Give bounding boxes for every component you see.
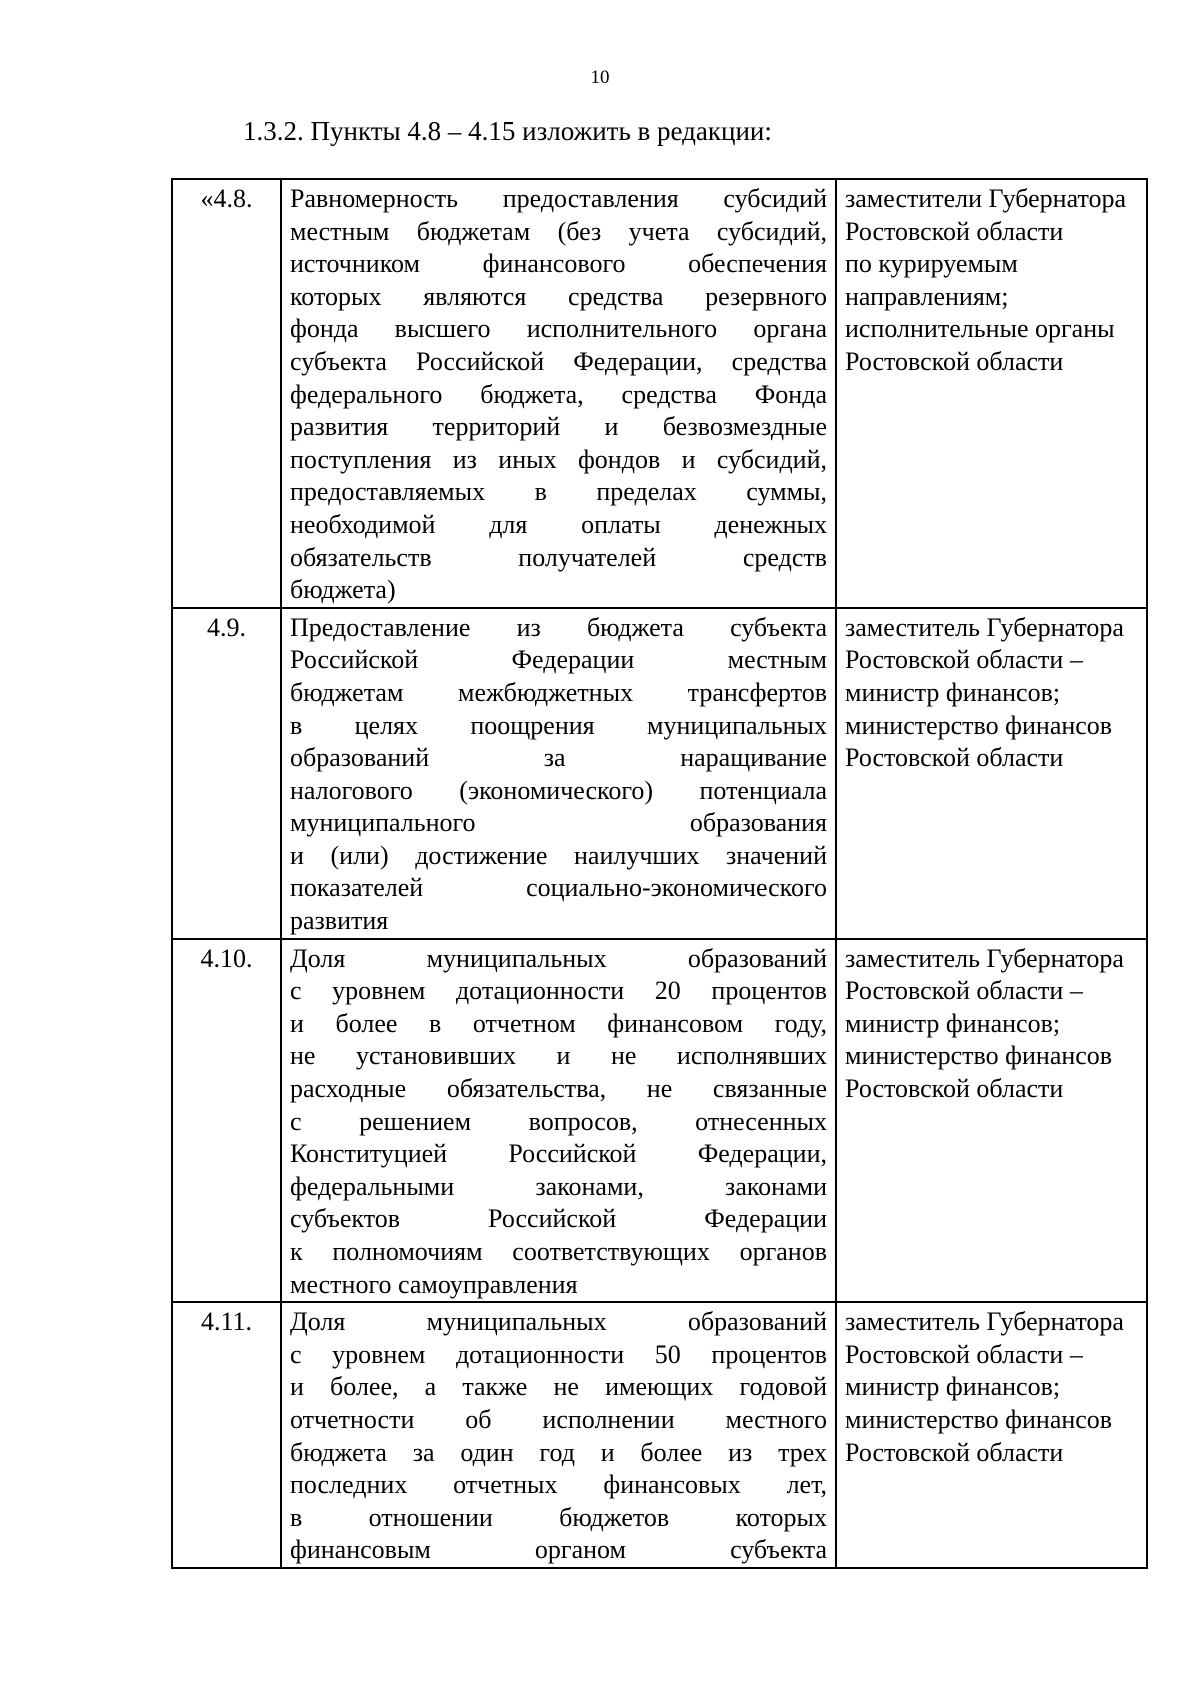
description-line: Доля муниципальных образований	[290, 943, 827, 973]
description-line: с решением вопросов, отнесенных	[290, 1106, 827, 1136]
item-number: «4.8.	[172, 179, 281, 608]
description-line: федерального бюджета, средства Фонда	[290, 379, 827, 409]
description-line: бюджета за один год и более из трех	[290, 1437, 827, 1467]
description-line: местным бюджетам (без учета субсидий,	[290, 216, 827, 246]
intro-paragraph: 1.3.2. Пункты 4.8 – 4.15 изложить в редакции:	[243, 116, 772, 146]
responsible-line: министерство финансов	[845, 710, 1113, 740]
items-table-body	[172, 179, 1147, 1568]
table-row	[172, 608, 1147, 939]
description-line: Российской Федерации местным	[290, 645, 827, 675]
responsible-line: министр финансов;	[845, 1372, 1061, 1402]
item-number: 4.10.	[172, 939, 281, 1303]
description-line: бюджетам межбюджетных трансфертов	[290, 677, 827, 707]
description-line: с уровнем дотационности 50 процентов	[290, 1339, 827, 1369]
description-line: субъекта Российской Федерации, средства	[290, 346, 827, 376]
description-line: в целях поощрения муниципальных	[290, 710, 827, 740]
description-line: Конституцией Российской Федерации,	[290, 1139, 827, 1169]
description-line: субъектов Российской Федерации	[290, 1204, 827, 1234]
item-responsible	[836, 608, 1147, 939]
description-line: с уровнем дотационности 20 процентов	[290, 976, 827, 1006]
description-line: необходимой для оплаты денежных	[290, 509, 827, 539]
responsible-line: заместители Губернатора	[845, 184, 1127, 213]
responsible-line: направлениям;	[845, 281, 1009, 311]
responsible-line: заместитель Губернатора	[845, 612, 1124, 642]
responsible-line: Ростовской области	[845, 1074, 1064, 1104]
responsible-line: министерство финансов	[845, 1404, 1113, 1434]
responsible-line: Ростовской области	[845, 743, 1064, 773]
item-description	[281, 608, 836, 939]
page-number: 10	[590, 67, 610, 88]
responsible-line: Ростовской области	[845, 216, 1064, 246]
description-line: развития	[290, 906, 389, 936]
description-line: и (или) достижение наилучших значений	[290, 840, 827, 870]
description-line: местного самоуправления	[290, 1269, 578, 1299]
table-row	[172, 939, 1147, 1303]
description-line: источником финансового обеспечения	[290, 249, 827, 279]
description-line: Доля муниципальных образований	[290, 1307, 827, 1337]
description-line: налогового (экономического) потенциала	[290, 775, 827, 805]
description-line: Предоставление из бюджета субъекта	[290, 612, 827, 642]
description-line: и более в отчетном финансовом году,	[290, 1008, 827, 1038]
item-responsible	[836, 1302, 1147, 1568]
description-line: бюджета)	[290, 575, 396, 605]
description-line: федеральными законами, законами	[290, 1171, 827, 1201]
description-line: которых являются средства резервного	[290, 281, 827, 311]
item-responsible	[836, 939, 1147, 1303]
description-line: расходные обязательства, не связанные	[290, 1074, 827, 1104]
item-responsible	[836, 179, 1147, 608]
responsible-line: министр финансов;	[845, 1008, 1061, 1038]
table-row	[172, 179, 1147, 608]
item-description	[281, 939, 836, 1303]
description-line: в отношении бюджетов которых	[290, 1502, 827, 1532]
description-line: отчетности об исполнении местного	[290, 1404, 827, 1434]
items-table	[171, 178, 1148, 1569]
description-line: к полномочиям соответствующих органов	[290, 1237, 827, 1266]
description-line: фонда высшего исполнительного органа	[290, 314, 827, 344]
description-line: развития территорий и безвозмездные	[290, 412, 827, 442]
responsible-line: Ростовской области	[845, 1437, 1064, 1467]
responsible-line: Ростовской области –	[845, 976, 1083, 1006]
item-description	[281, 179, 836, 608]
description-line: поступления из иных фондов и субсидий,	[290, 444, 827, 474]
description-line: образований за наращивание	[290, 743, 827, 773]
description-line: показателей социально-экономического	[290, 873, 827, 903]
description-line: не установивших и не исполнявших	[290, 1041, 827, 1071]
description-line: последних отчетных финансовых лет,	[290, 1470, 827, 1500]
description-line: муниципального образования	[290, 808, 827, 838]
responsible-line: заместитель Губернатора	[845, 943, 1124, 973]
responsible-line: министерство финансов	[845, 1041, 1113, 1071]
responsible-line: Ростовской области –	[845, 1339, 1083, 1369]
description-line: обязательств получателей средств	[290, 542, 827, 572]
item-description	[281, 1302, 836, 1568]
responsible-line: министр финансов;	[845, 677, 1061, 707]
description-line: финансовым органом субъекта	[290, 1535, 827, 1565]
responsible-line: заместитель Губернатора	[845, 1307, 1124, 1337]
responsible-line: Ростовской области –	[845, 645, 1083, 675]
description-line: предоставляемых в пределах суммы,	[290, 477, 827, 507]
description-line: Равномерность предоставления субсидий	[290, 184, 827, 213]
table-row	[172, 1302, 1147, 1568]
responsible-line: Ростовской области	[845, 346, 1064, 376]
responsible-line: по курируемым	[845, 249, 1018, 279]
description-line: и более, а также не имеющих годовой	[290, 1372, 827, 1402]
item-number: 4.11.	[172, 1302, 281, 1568]
responsible-line: исполнительные органы	[845, 314, 1115, 344]
item-number: 4.9.	[172, 608, 281, 939]
